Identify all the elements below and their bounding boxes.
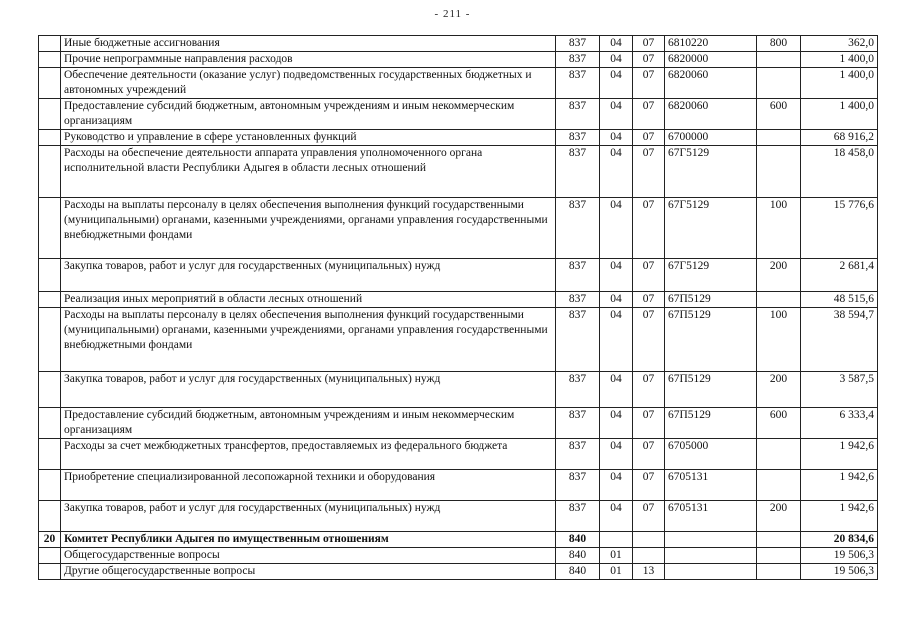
row-vr <box>757 130 801 146</box>
row-sum: 1 942,6 <box>801 439 878 470</box>
row-vr <box>757 470 801 501</box>
table-row <box>39 548 878 564</box>
row-csr: 6705131 <box>665 501 757 532</box>
row-pr: 07 <box>633 408 665 439</box>
row-ved: 837 <box>556 99 600 130</box>
row-csr: 6820060 <box>665 99 757 130</box>
row-name: Предоставление субсидий бюджетным, автономным учреждениям и иным некоммерческим организациям <box>61 408 556 439</box>
table-row <box>39 408 878 439</box>
row-index <box>39 292 61 308</box>
row-index <box>39 52 61 68</box>
table-row <box>39 308 878 372</box>
row-ved: 837 <box>556 146 600 198</box>
row-rz: 04 <box>600 292 633 308</box>
row-vr <box>757 68 801 99</box>
row-csr: 6700000 <box>665 130 757 146</box>
row-rz: 04 <box>600 198 633 259</box>
row-name: Предоставление субсидий бюджетным, автономным учреждениям и иным некоммерческим организациям <box>61 99 556 130</box>
row-rz: 04 <box>600 36 633 52</box>
row-csr: 6820000 <box>665 52 757 68</box>
row-rz: 04 <box>600 372 633 408</box>
row-rz <box>600 532 633 548</box>
row-pr: 07 <box>633 130 665 146</box>
row-rz: 04 <box>600 99 633 130</box>
row-csr <box>665 548 757 564</box>
table-row <box>39 52 878 68</box>
row-pr: 07 <box>633 259 665 292</box>
row-vr: 100 <box>757 198 801 259</box>
row-csr: 6820060 <box>665 68 757 99</box>
row-ved: 837 <box>556 52 600 68</box>
row-sum: 362,0 <box>801 36 878 52</box>
row-ved: 837 <box>556 259 600 292</box>
row-vr <box>757 532 801 548</box>
table-row <box>39 532 878 548</box>
row-sum: 1 400,0 <box>801 52 878 68</box>
row-csr <box>665 532 757 548</box>
row-pr: 07 <box>633 52 665 68</box>
table-row <box>39 130 878 146</box>
row-vr: 600 <box>757 99 801 130</box>
row-rz: 01 <box>600 548 633 564</box>
row-index <box>39 372 61 408</box>
row-name: Обеспечение деятельности (оказание услуг) подведомственных государственных бюджетных и автономных учреждений <box>61 68 556 99</box>
row-sum: 1 400,0 <box>801 68 878 99</box>
row-index <box>39 259 61 292</box>
table-row <box>39 292 878 308</box>
table-row <box>39 68 878 99</box>
row-name: Приобретение специализированной лесопожарной техники и оборудования <box>61 470 556 501</box>
row-name: Реализация иных мероприятий в области лесных отношений <box>61 292 556 308</box>
row-sum: 1 400,0 <box>801 99 878 130</box>
row-ved: 837 <box>556 372 600 408</box>
row-pr <box>633 532 665 548</box>
row-pr: 07 <box>633 68 665 99</box>
row-pr: 07 <box>633 470 665 501</box>
row-index <box>39 99 61 130</box>
row-pr: 07 <box>633 372 665 408</box>
row-rz: 04 <box>600 52 633 68</box>
row-pr: 13 <box>633 564 665 580</box>
table-row <box>39 99 878 130</box>
table-body <box>39 36 878 580</box>
row-ved: 837 <box>556 36 600 52</box>
row-name: Расходы за счет межбюджетных трансфертов, предоставляемых из федерального бюджета <box>61 439 556 470</box>
row-index <box>39 198 61 259</box>
row-csr: 67Г5129 <box>665 198 757 259</box>
table-row <box>39 439 878 470</box>
table-row <box>39 36 878 52</box>
row-sum: 1 942,6 <box>801 470 878 501</box>
row-vr <box>757 564 801 580</box>
row-name: Другие общегосударственные вопросы <box>61 564 556 580</box>
row-vr: 600 <box>757 408 801 439</box>
table-row <box>39 146 878 198</box>
row-name: Закупка товаров, работ и услуг для государственных (муниципальных) нужд <box>61 372 556 408</box>
row-index <box>39 564 61 580</box>
row-pr: 07 <box>633 292 665 308</box>
row-sum: 18 458,0 <box>801 146 878 198</box>
row-vr <box>757 439 801 470</box>
row-sum: 3 587,5 <box>801 372 878 408</box>
row-vr: 200 <box>757 501 801 532</box>
table-row <box>39 470 878 501</box>
row-csr: 6705131 <box>665 470 757 501</box>
row-index <box>39 308 61 372</box>
row-index <box>39 439 61 470</box>
row-ved: 840 <box>556 564 600 580</box>
row-rz: 04 <box>600 146 633 198</box>
row-pr: 07 <box>633 501 665 532</box>
row-csr: 67Г5129 <box>665 259 757 292</box>
row-index <box>39 548 61 564</box>
row-csr: 67Г5129 <box>665 146 757 198</box>
row-index <box>39 408 61 439</box>
row-name: Закупка товаров, работ и услуг для государственных (муниципальных) нужд <box>61 501 556 532</box>
row-ved: 840 <box>556 548 600 564</box>
row-csr: 67П5129 <box>665 308 757 372</box>
row-index <box>39 470 61 501</box>
row-index <box>39 501 61 532</box>
row-rz: 04 <box>600 259 633 292</box>
row-pr: 07 <box>633 146 665 198</box>
row-csr: 6705000 <box>665 439 757 470</box>
row-index <box>39 68 61 99</box>
table-row <box>39 259 878 292</box>
row-rz: 04 <box>600 439 633 470</box>
row-name: Общегосударственные вопросы <box>61 548 556 564</box>
row-name: Комитет Республики Адыгея по имущественным отношениям <box>61 532 556 548</box>
table-row <box>39 372 878 408</box>
row-pr <box>633 548 665 564</box>
row-name: Закупка товаров, работ и услуг для государственных (муниципальных) нужд <box>61 259 556 292</box>
row-vr <box>757 52 801 68</box>
row-sum: 19 506,3 <box>801 564 878 580</box>
table-row <box>39 501 878 532</box>
row-ved: 837 <box>556 439 600 470</box>
row-rz: 04 <box>600 408 633 439</box>
row-csr: 67П5129 <box>665 408 757 439</box>
row-sum: 6 333,4 <box>801 408 878 439</box>
row-index <box>39 130 61 146</box>
row-vr: 800 <box>757 36 801 52</box>
row-csr <box>665 564 757 580</box>
row-rz: 01 <box>600 564 633 580</box>
row-name: Прочие непрограммные направления расходов <box>61 52 556 68</box>
row-vr: 200 <box>757 372 801 408</box>
row-sum: 48 515,6 <box>801 292 878 308</box>
row-index: 20 <box>39 532 61 548</box>
row-rz: 04 <box>600 130 633 146</box>
row-rz: 04 <box>600 68 633 99</box>
row-name: Расходы на выплаты персоналу в целях обеспечения выполнения функций государственными (муниципальными) органами, казенными учреждениями, органами управления государственными внебюджетными фондами <box>61 198 556 259</box>
row-csr: 67П5129 <box>665 292 757 308</box>
row-ved: 837 <box>556 408 600 439</box>
row-index <box>39 146 61 198</box>
row-vr <box>757 292 801 308</box>
row-vr <box>757 146 801 198</box>
row-ved: 837 <box>556 501 600 532</box>
row-pr: 07 <box>633 439 665 470</box>
table-row <box>39 198 878 259</box>
row-sum: 68 916,2 <box>801 130 878 146</box>
row-sum: 20 834,6 <box>801 532 878 548</box>
row-pr: 07 <box>633 36 665 52</box>
row-index <box>39 36 61 52</box>
row-rz: 04 <box>600 470 633 501</box>
row-csr: 67П5129 <box>665 372 757 408</box>
row-csr: 6810220 <box>665 36 757 52</box>
row-pr: 07 <box>633 308 665 372</box>
row-name: Иные бюджетные ассигнования <box>61 36 556 52</box>
row-sum: 19 506,3 <box>801 548 878 564</box>
page-number: - 211 - <box>434 8 471 20</box>
row-vr: 100 <box>757 308 801 372</box>
table-row <box>39 564 878 580</box>
row-name: Расходы на обеспечение деятельности аппарата управления уполномоченного органа исполнительной власти Республики Адыгея в области лесных отношений <box>61 146 556 198</box>
row-name: Руководство и управление в сфере установленных функций <box>61 130 556 146</box>
row-pr: 07 <box>633 99 665 130</box>
row-sum: 38 594,7 <box>801 308 878 372</box>
row-ved: 837 <box>556 470 600 501</box>
row-sum: 2 681,4 <box>801 259 878 292</box>
row-rz: 04 <box>600 308 633 372</box>
row-rz: 04 <box>600 501 633 532</box>
row-sum: 1 942,6 <box>801 501 878 532</box>
row-name: Расходы на выплаты персоналу в целях обеспечения выполнения функций государственными (муниципальными) органами, казенными учреждениями, органами управления государственными внебюджетными фондами <box>61 308 556 372</box>
row-ved: 837 <box>556 68 600 99</box>
row-vr <box>757 548 801 564</box>
row-pr: 07 <box>633 198 665 259</box>
row-ved: 837 <box>556 198 600 259</box>
row-vr: 200 <box>757 259 801 292</box>
budget-table <box>38 35 878 580</box>
row-ved: 837 <box>556 308 600 372</box>
row-sum: 15 776,6 <box>801 198 878 259</box>
row-ved: 840 <box>556 532 600 548</box>
row-ved: 837 <box>556 292 600 308</box>
row-ved: 837 <box>556 130 600 146</box>
